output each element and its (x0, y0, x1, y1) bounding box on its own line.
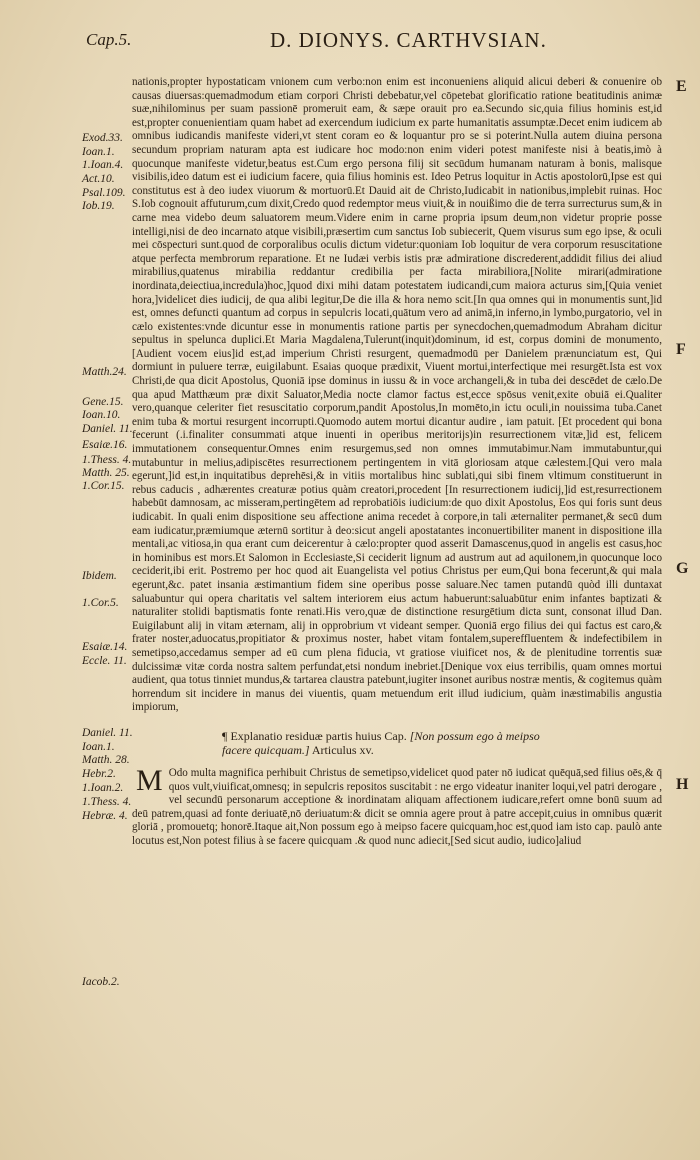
margin-ref: Gene.15. (82, 396, 124, 408)
section-heading (132, 729, 662, 757)
final-paragraph (132, 763, 662, 849)
page-title: D. DIONYS. CARTHVSIAN. (270, 28, 547, 52)
margin-ref: 1.Cor.5. (82, 597, 119, 609)
main-text (132, 76, 662, 848)
margin-ref: 1.Ioan.2. (82, 782, 124, 794)
margin-ref: Ibidem. (82, 570, 117, 582)
margin-letter: G (676, 560, 689, 577)
margin-ref: Psal.109. (82, 187, 126, 199)
margin-ref: 1.Thess. 4. (82, 454, 132, 466)
chapter-label: Cap.5. (86, 30, 132, 49)
margin-ref: Matth. 28. (82, 754, 130, 766)
heading-article: Articulus xv. (311, 742, 374, 757)
heading-quote: [Non possum ego à meipso facere quicquam.] (222, 728, 540, 757)
heading-prefix: Explanatio residuæ partis huius Cap. (230, 728, 407, 743)
margin-ref: Hebræ. 4. (82, 810, 128, 822)
margin-letter: F (676, 341, 686, 358)
margin-ref: Hebr.2. (82, 768, 116, 780)
margin-ref: 1.Ioan.4. (82, 159, 124, 171)
margin-ref: Iacob.2. (82, 976, 120, 988)
margin-ref: Ioan.10. (82, 409, 121, 421)
margin-ref: Iob.19. (82, 200, 115, 212)
margin-letter: E (676, 78, 687, 95)
margin-ref: Exod.33. (82, 132, 123, 144)
margin-ref: Ioan.1. (82, 741, 115, 753)
margin-ref: 1.Cor.15. (82, 480, 125, 492)
margin-ref: Matth.24. (82, 366, 127, 378)
margin-ref: Esaiæ.14. (82, 641, 128, 653)
pilcrow-icon: ¶ (222, 728, 228, 743)
margin-letter: H (676, 776, 689, 793)
margin-ref: Act.10. (82, 173, 115, 185)
body-paragraph: nationis,propter hypostaticam vnionem cum verbo:non enim est inconueniens aliquid alicui deberi & conuenire ob causas diuersas:quemadmodum etiam corpori Christi debebatur,vel cōpetebat glorificatio ratione beatitudinis animæ suæ,nihilominus per suam passionē promeruit eam, & sæpe orauit pro ea.Secundo sic,quia filius hominis est,id est,propter conuenientiam quam habet ad exercendum iudicium ex parte humanitatis assumptæ.Decet enim iudicem ab omnibus iudicandis manifeste videri,vt stent coram eo & loquantur pro se si poterint.Nulla autem diuina persona secundum propriam naturam apta est iudicare hoc modo:non enim videri potest manifeste nisi à beatis,imò à quocunque manifeste videtur,beatus est.Cum ergo persona filij sit secūdum humanam naturam à bonis, malisque visibilis,ideo datum est ei iudicium facere, quia filius hominis est. Ideo Petrus loquitur in Actis apostolorū,Ipse est qui constitutus est à deo iudex viuorum & mortuorū.Et Dauid ait de Christo,Iudicabit in nationibus,implebit ruinas. Hoc S.Iob cognouit affuturum,cum dixit,Credo quod redemptor meus viuit,& in nouißimo die de terra surrecturus sum,& in carne mea videbo deum saluatorem meum.Videre enim in carne propria ipsum deum,non videtur proprie posse intelligi,nisi de deo incarnato atque visibili,præsertim cum sanctus Iob subiecerit, Quem visurus sum ego ipse, & oculi mei cōspecturi sunt.quod de corporalibus oculis dictum videtur:quoniam Iob loquitur de vera corporum resuscitatione atque perfecta membrorum reparatione. Et ne Iudæi verbis istis præ admiratione discrederent,addidit filius dei aliud mirabilius,quatenus mirabilia reddantur credibilia per facta mirabiliora,[Nolite mirari(admiratione inordinata,deiectiua,incredula)hoc,]quod dixi mihi datam potestatem iudicandi,cum maiora acturus sim,[Quia veniet hora,]videlicet dies iudicij, de qua alibi legitur,De die illa & hora nemo scit.[In qua omnes qui in monumentis sunt,]id est, omnes defuncti quantum ad corpus in sepulcris locati,quātum vero ad animā,in inferno,in lymbo,purgatorio, vel in cælo existentes:vnde dicuntur esse in monumentis ratione partis per synecdochen,quemadmodum Abraham dicitur sepultus in spelunca duplici.Et Maria Magdalena,Tulerunt(inquit)dominum, id est, corpus domini de monumento,[Audient vocem eius]id est,ad imperium Christi resurgent, quemadmodū per Danielem prænunciatum est, Qui dormiunt in puluere terræ, euigilabunt. Esaias quoque prædixit, Viuent mortui,interfectique mei resurgēt.Ista est vox Christi,de qua dicit Apostolus, Quoniā ipse dominus in iussu & in voce archangeli,& in tuba dei descēdet de cælo.De qua apud Matthæum præ dixit Saluator,Media nocte clamor factus est,ecce spōsus venit,exite obuiā ei.Qualiter vero,quanque celeriter fiet resuscitatio corporum,pandit Apostolus,In momēto,in ictu oculi,in nouissima tuba.Canet enim tuba & mortui resurgent incorrupti.Quomodo autem mortui dicantur audire , iam patuit. [Et procedent qui bona fecerunt (.i.finaliter consummati atque inuenti in operibus meritorijs)in resurrectionem vitæ,]id est, felicem immutationem consequentur.Omnes enim resurgemus,sed non omnes immutabimur.Nam immutabuntur,qui mutabuntur in melius,adipiscētes resurrectionem pertingentem in vitā gloriosam atque cælestem.[Qui vero mala egerunt,]id est,in inquitatibus deprehēsi,& in vitiis mortalibus hinc sublati,qui sibi finem vltimum constituerunt in rebus caducis , adhærentes creaturæ potius quàm creatori,procedent [In resurrectionem iudicij,]id est,resurrectionem habebūt damnosam, ac misseram,pertingētem ad reprobatiōis iudicium:de quo dixit Apostolus, Eos qui foris sunt deus iudicabit. In quali enim dispositione seu affectione anima recedet à corpore,in tali æternaliter permanet,& secū dum eam iudicatur,præmiumque æternū sortitur à deo:sicut angeli apostatantes inconuertibiliter manent in dispositione illa mentali,ac vitiosa,in qua erant cum deicerentur à cælo:propter quod asserit Damascenus,quod in angelis est casus,hoc in hominibus est mors.Et Salomon in Ecclesiaste,Si ceciderit lignum ad austrum aut ad aquilonem,in quocunque loco ceciderit,ibi erit. Postremo per hoc quod ait Euangelista vel potius Christus per eum,Qui bona fecerunt,& qui mala egerunt,&c. patet insania æstimantium fidem sine operibus posse saluare.Nec tamen putandū quòd illi duntaxat saluabuntur qui opera charitatis vel saltem interiorem eius actum habuerunt:saluabūtur enim infantes baptizati & naturaliter stolidi baptismatis fonte renati.His vero,quæ de distinctione resurgētium dicta sunt, consonat illud Dan. Euigilabunt alij in vitam æternam, alij in opprobrium vt videant semper. Quoniā ergo filius dei qui factus est caro,& frater noster,aduocatus,propitiator & proximus noster, habet vitam fontalem,supereffluentem & indefectibilem in semetipso,accedamus semper ad eū cum plena fiducia, vt gratiose viuificet nos, & de plenitudine torrentis suæ dulcissimæ vitæ corda nostra saltem perfundat,etsi nondum inebriet.[Denique vox eius terribilis, quam omnes mortui audient, qua totus tinniet mundus,& tartarea claustra patebunt,iugiter insonet auribus nostræ mentis, & cogitemus quàm horrendum sit incidere in manus dei viuentis, quam metuendum erit illud iudicium, quàm inæstimabilis angustia impiorum, (132, 76, 662, 714)
margin-ref: 1.Thess. 4. (82, 796, 132, 808)
final-paragraph-text: Odo multa magnifica perhibuit Christus de semetipso,videlicet quod pater nō iudicat quēquā,sed filius oēs,& q̄ quos vult,viuificat,omnesq; in sepulcris repositos suscitabit : ne ergo videatur inaniter loqui,vel patri derogare , vel secundū personarum acceptione & inordinatam aliquam affectionem iudicare,refert omne bonū suum ad deū patrem,quasi ad fonte deriuatē,nō deriuatum:& dicit se omnia agere prout à patre accepit,cuius in omnibus quærit gloriā , promouetq; honorē.Itaque ait,Non possum ego à meipso facere quicquam,hoc est,quod iam isto cap. paulò ante locutus est,Non potest filius à se facere quicquam .& quod nunc adiecit,[Sed sicut audio, iudico]aliud (132, 766, 662, 847)
margin-ref: Daniel. 11. (82, 423, 133, 435)
margin-ref: Eccle. 11. (82, 655, 127, 667)
running-head (0, 30, 700, 70)
margin-ref: Matth. 25. (82, 467, 130, 479)
margin-ref: Esaiæ.16. (82, 439, 128, 451)
margin-ref: Daniel. 11. (82, 727, 133, 739)
drop-cap: M (136, 763, 163, 797)
margin-ref: Ioan.1. (82, 146, 115, 158)
